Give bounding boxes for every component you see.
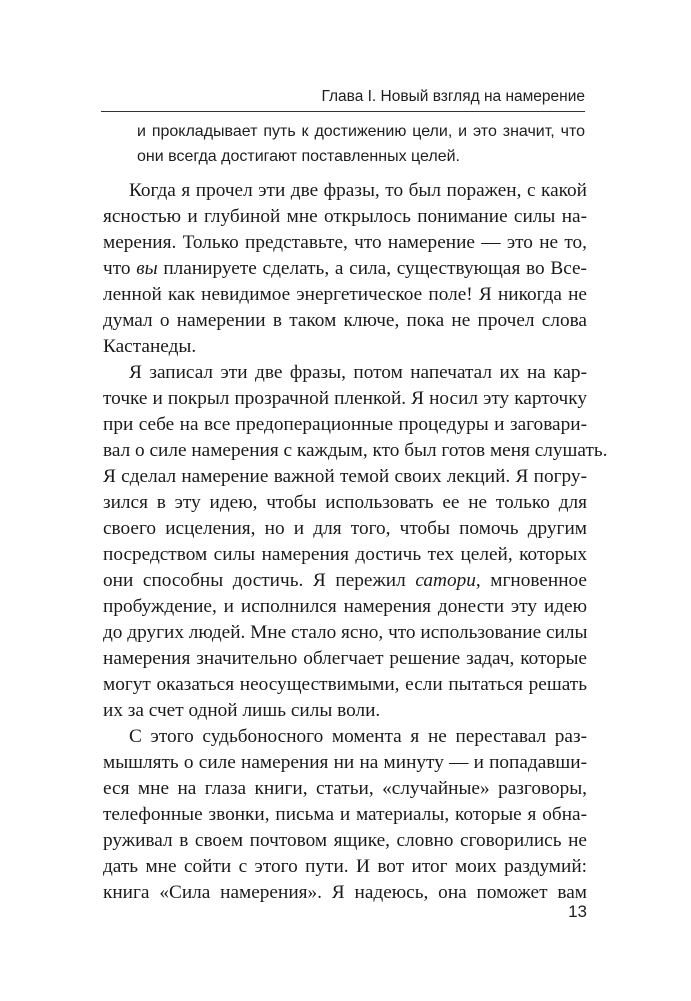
header-divider bbox=[101, 111, 585, 112]
paragraph-line: книга «Сила намерения». Я надеюсь, она поможет вам bbox=[103, 882, 587, 903]
paragraph-line: еся мне на глаза книги, статьи, «случайные» разговоры, bbox=[103, 778, 587, 799]
paragraph-line: мерения. Только представьте, что намерение — это не то, bbox=[103, 232, 587, 253]
paragraph-line: руживал в своем почтовом ящике, словно сговорились не bbox=[103, 830, 587, 851]
paragraph-line: своего исцеления, но и для того, чтобы помочь другим bbox=[103, 518, 587, 539]
paragraph-line: зился в эту идею, чтобы использовать ее не только для bbox=[103, 492, 587, 513]
paragraph-line: дать мне сойти с этого пути. И вот итог моих раздумий: bbox=[103, 856, 587, 877]
paragraph-line: намерения значительно облегчает решение задач, которые bbox=[103, 648, 587, 669]
italic-emphasis: вы bbox=[136, 258, 158, 279]
paragraph-line: Кастанеды. bbox=[103, 336, 197, 357]
paragraph-line: ленной как невидимое энергетическое поле! Я никогда не bbox=[103, 284, 587, 305]
paragraph-line: точке и покрыл прозрачной пленкой. Я носил эту карточку bbox=[103, 388, 587, 409]
paragraph-line: до других людей. Мне стало ясно, что использование силы bbox=[103, 622, 588, 643]
page-number: 13 bbox=[568, 902, 587, 921]
paragraph-line: их за счет одной лишь силы воли. bbox=[103, 700, 381, 721]
paragraph-line: думал о намерении в таком ключе, пока не прочел слова bbox=[103, 310, 587, 331]
paragraph-line: они способны достичь. Я пережил сатори, мгновенное bbox=[103, 570, 587, 591]
body-text bbox=[103, 178, 608, 906]
paragraph-line: мышлять о силе намерения ни на минуту — и попадавши- bbox=[103, 752, 587, 773]
paragraph-line: пробуждение, и исполнился намерения донести эту идею bbox=[103, 596, 587, 617]
paragraph-line: посредством силы намерения достичь тех целей, которых bbox=[103, 544, 587, 565]
quote-block bbox=[137, 119, 585, 169]
paragraph-line: что вы планируете сделать, а сила, существующая во Все- bbox=[103, 258, 587, 279]
chapter-running-header: Глава I. Новый взгляд на намерение bbox=[321, 88, 585, 105]
paragraph-line: могут оказаться неосуществимыми, если пытаться решать bbox=[103, 674, 587, 695]
paragraph-line: телефонные звонки, письма и материалы, которые я обна- bbox=[103, 804, 587, 825]
paragraph-line: Я записал эти две фразы, потом напечатал их на кар- bbox=[129, 362, 587, 383]
quote-line: и прокладывает путь к достижению цели, и это значит, что bbox=[137, 123, 585, 140]
paragraph-line: при себе на все предоперационные процедуры и заговари- bbox=[103, 414, 587, 435]
quote-line: они всегда достигают поставленных целей. bbox=[137, 148, 460, 165]
paragraph-line: вал о силе намерения с каждым, кто был готов меня слушать. bbox=[103, 440, 608, 461]
italic-emphasis: сатори bbox=[415, 570, 476, 591]
paragraph-line: Я сделал намерение важной темой своих лекций. Я погру- bbox=[103, 466, 587, 487]
paragraph-line: С этого судьбоносного момента я не переставал раз- bbox=[129, 726, 587, 747]
paragraph-line: ясностью и глубиной мне открылось понимание силы на- bbox=[103, 206, 587, 227]
paragraph-line: Когда я прочел эти две фразы, то был поражен, с какой bbox=[129, 180, 587, 201]
